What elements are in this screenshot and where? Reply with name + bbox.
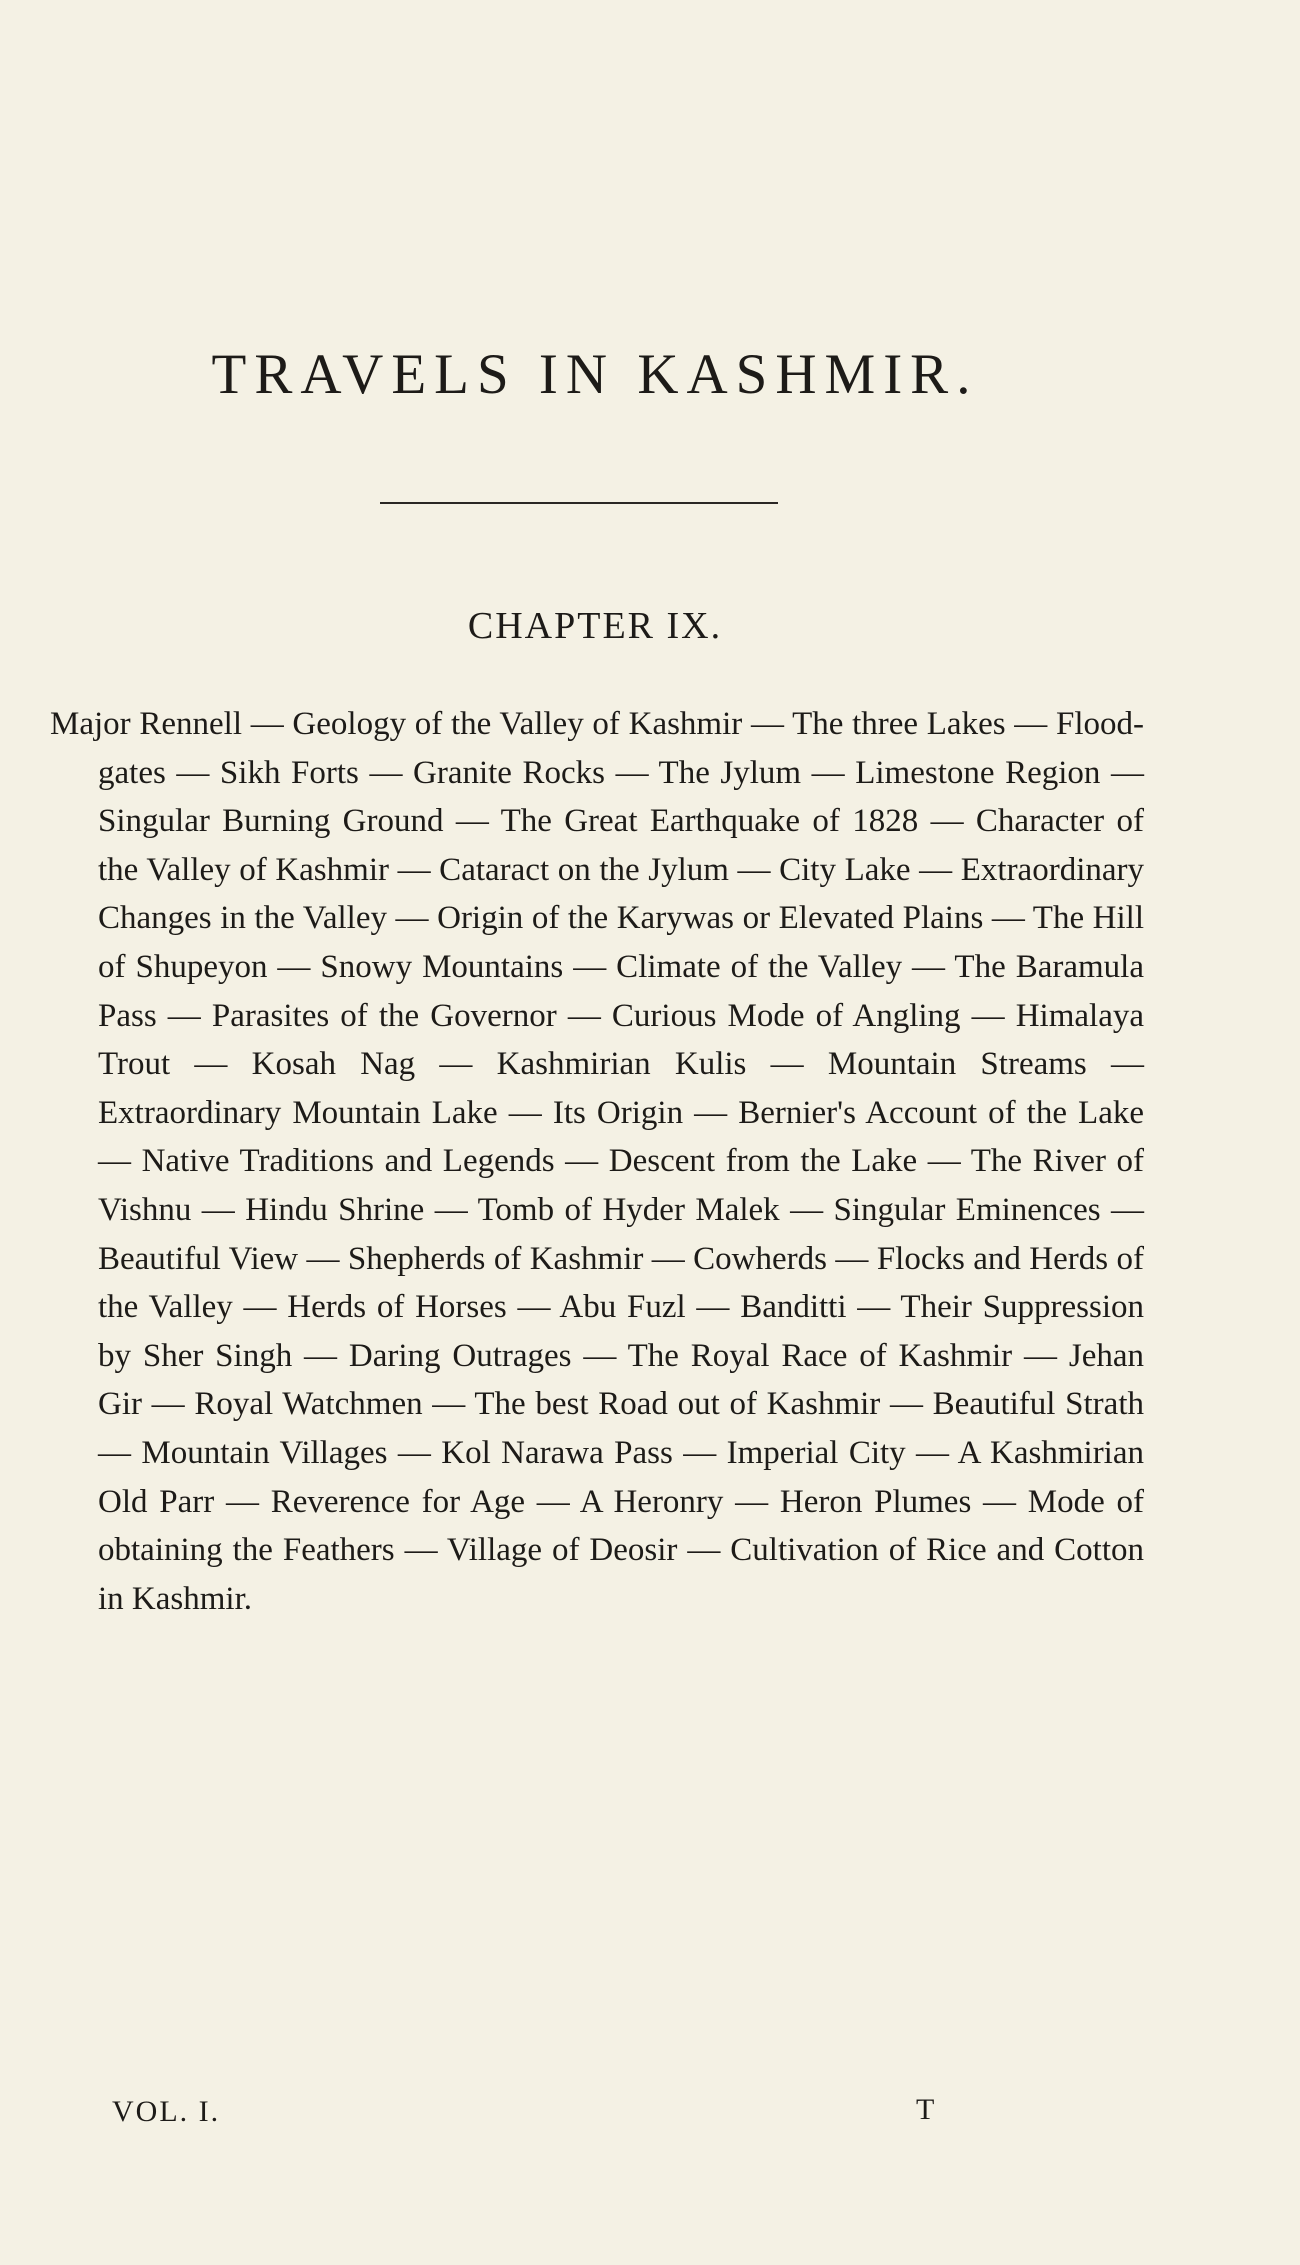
signature-volume: VOL. I. — [112, 2095, 221, 2128]
running-title: TRAVELS IN KASHMIR. — [211, 343, 979, 406]
chapter-summary: Major Rennell — Geology of the Valley of Kashmir — The three Lakes — Flood-gates — Sikh Forts — Granite Rocks — The Jylum — Limestone Region — Singular Burning Ground — The Great Earthquake of 1828 — Character of the Valley of Kashmir — Cataract on the Jylum — City Lake — Extraordinary Changes in the Valley — Origin of the Karywas or Elevated Plains — The Hill of Shupeyon — Snowy Mountains — Climate of the Valley — The Baramula Pass — Parasites of the Governor — Curious Mode of Angling — Himalaya Trout — Kosah Nag — Kashmirian Kulis — Mountain Streams — Extraordinary Mountain Lake — Its Origin — Bernier's Account of the Lake — Native Traditions and Legends — Descent from the Lake — The River of Vishnu — Hindu Shrine — Tomb of Hyder Malek — Singular Eminences — Beautiful View — Shepherds of Kashmir — Cowherds — Flocks and Herds of the Valley — Herds of Horses — Abu Fuzl — Banditti — Their Suppression by Sher Singh — Daring Outrages — The Royal Race of Kashmir — Jehan Gir — Royal Watchmen — The best Road out of Kashmir — Beautiful Strath — Mountain Villages — Kol Narawa Pass — Imperial City — A Kashmirian Old Parr — Reverence for Age — A Heronry — Heron Plumes — Mode of obtaining the Feathers — Village of Deosir — Cultivation of Rice and Cotton in Kashmir. — [50, 706, 1144, 1617]
title-rule — [380, 502, 778, 504]
chapter-heading: CHAPTER IX. — [467, 605, 723, 647]
signature-mark: T — [916, 2093, 935, 2126]
